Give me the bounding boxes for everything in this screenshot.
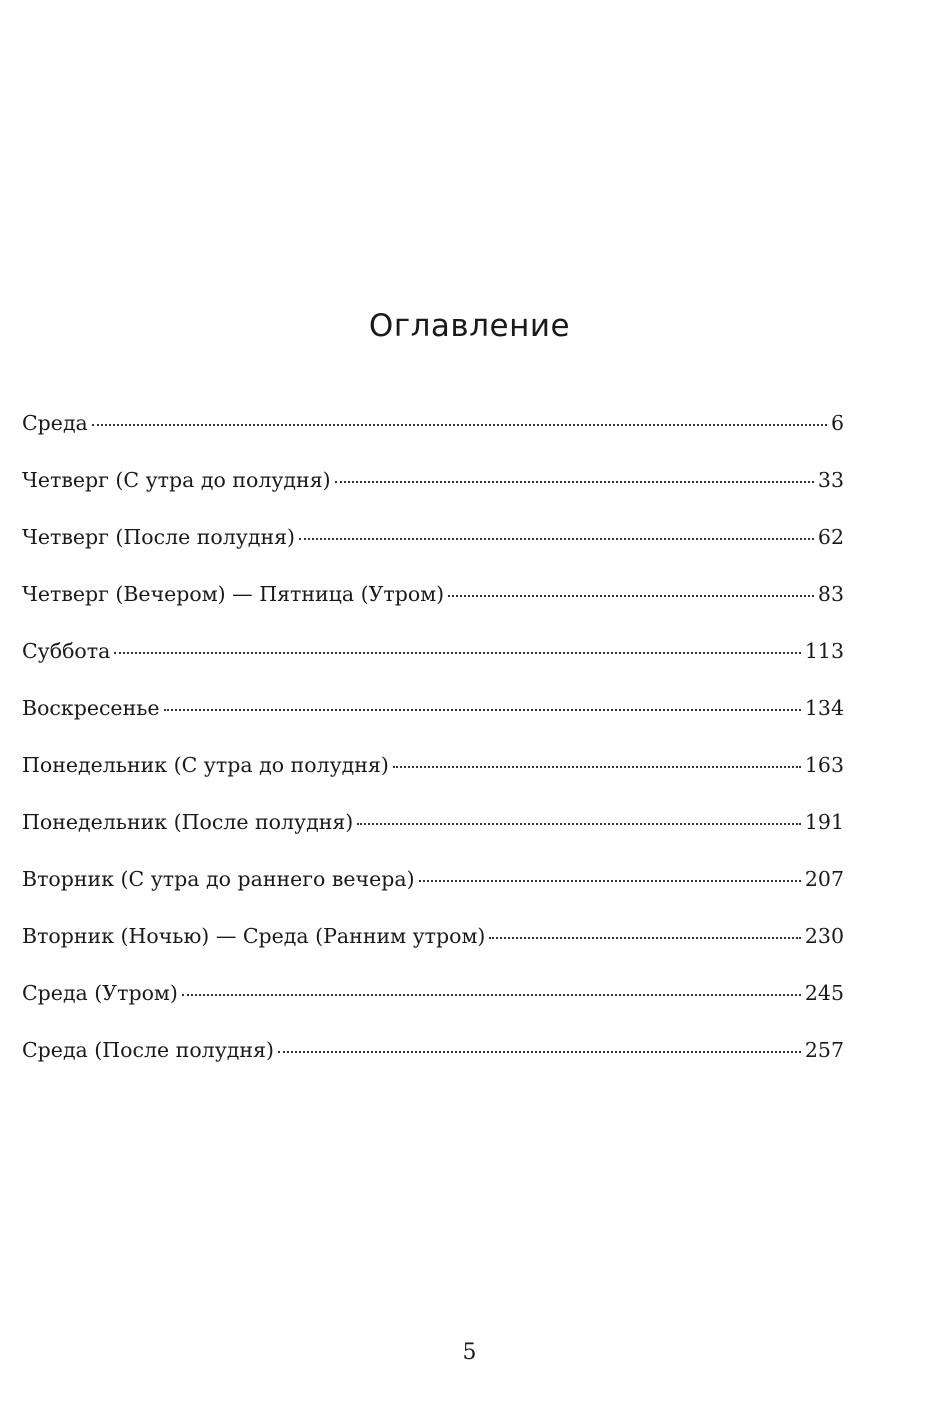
toc-entry-label: Вторник (Ночью) — Среда (Ранним утром) [22,924,486,948]
dot-leader [182,994,801,996]
toc-entry-page: 6 [830,411,844,435]
toc-entry-page: 62 [817,525,844,549]
toc-entry-page: 134 [804,696,844,720]
toc-entry-label: Понедельник (С утра до полудня) [22,753,389,777]
toc-entry-page: 257 [804,1038,844,1062]
toc-entry[interactable] [22,575,844,632]
toc-entry[interactable] [22,518,844,575]
toc-entry[interactable] [22,689,844,746]
toc-entry[interactable] [22,803,844,860]
toc-entry[interactable] [22,404,844,461]
toc-entry-label: Среда [22,411,88,435]
toc-entry-label: Четверг (После полудня) [22,525,296,549]
toc-entry[interactable] [22,917,844,974]
toc-entry-label: Четверг (С утра до полудня) [22,468,331,492]
dot-leader [448,595,814,597]
dot-leader [114,652,801,654]
toc-entry-page: 163 [804,753,844,777]
dot-leader [393,766,801,768]
dot-leader [92,424,827,426]
dot-leader [299,538,814,540]
dot-leader [164,709,801,711]
toc-entry-label: Среда (После полудня) [22,1038,274,1062]
toc-entry-page: 33 [817,468,844,492]
dot-leader [489,937,800,939]
toc-entry-page: 230 [804,924,844,948]
dot-leader [419,880,801,882]
dot-leader [357,823,801,825]
toc-entry[interactable] [22,1031,844,1088]
toc-entry[interactable] [22,860,844,917]
dot-leader [278,1051,801,1053]
toc-entry-label: Четверг (Вечером) — Пятница (Утром) [22,582,445,606]
toc-entry[interactable] [22,632,844,689]
table-of-contents [22,404,844,1088]
toc-entry[interactable] [22,746,844,803]
page-title: Оглавление [368,308,571,344]
toc-entry[interactable] [22,974,844,1031]
toc-entry-label: Понедельник (После полудня) [22,810,354,834]
toc-entry-page: 113 [804,639,844,663]
toc-entry[interactable] [22,461,844,518]
toc-entry-page: 83 [817,582,844,606]
toc-entry-label: Воскресенье [22,696,160,720]
toc-entry-page: 245 [804,981,844,1005]
toc-entry-label: Среда (Утром) [22,981,178,1005]
toc-entry-page: 207 [804,867,844,891]
dot-leader [335,481,814,483]
toc-entry-label: Суббота [22,639,111,663]
toc-entry-page: 191 [804,810,844,834]
toc-entry-label: Вторник (С утра до раннего вечера) [22,867,415,891]
page-number: 5 [462,1340,477,1365]
